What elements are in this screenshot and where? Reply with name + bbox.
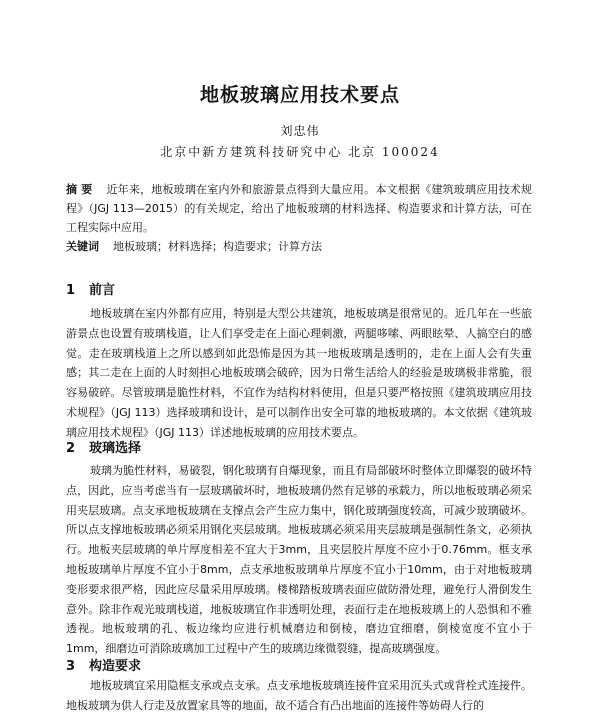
- section-title: 构造要求: [89, 659, 142, 674]
- keywords-text: 地板玻璃；材料选择；构造要求；计算方法: [113, 240, 322, 253]
- section-title: 玻璃选择: [89, 441, 142, 456]
- abstract: [66, 180, 532, 237]
- section-heading-2: [66, 437, 141, 456]
- paper-title: 地板玻璃应用技术要点: [199, 84, 400, 106]
- author-name: 刘忠伟: [280, 124, 320, 138]
- section-heading-3: [66, 655, 141, 674]
- section-number: 1: [66, 283, 76, 298]
- keywords: [66, 237, 532, 256]
- section-number: 3: [66, 659, 76, 674]
- author-affiliation: 北京中新方建筑科技研究中心 北京 100024: [160, 145, 440, 159]
- section-paragraph-1: 地板玻璃在室内外都有应用，特别是大型公共建筑，地板玻璃是很常见的。近几年在一些旅游景点也设置有玻璃栈道，让人们享受走在上面心理刺激，两腿哆嗦、两眼眩晕、人搞空白的感觉。走在玻璃栈道上之所以感到如此恐怖是因为其一地板玻璃是透明的，走在上面人会有失重感；其二走在上面的人时刻担心地板玻璃会破碎，因为日常生活给人的经验是玻璃极非常脆，很容易破碎。尽管玻璃是脆性材料，不宜作为结构材料使用，但是只要严格按照《建筑玻璃应用技术规程》（JGJ 113）选择玻璃和设计，是可以制作出安全可靠的地板玻璃的。本文依据《建筑玻璃应用技术规程》（JGJ 113）详述地板玻璃的应用技术要点。: [66, 307, 532, 439]
- section-number: 2: [66, 441, 76, 456]
- section-title: 前言: [89, 283, 116, 298]
- keywords-label: 关键词: [66, 240, 99, 253]
- section-paragraph-2: 玻璃为脆性材料，易破裂，钢化玻璃有自爆现象，而且有局部破坏时整体立即爆裂的破坏特点，因此，应当考虑当有一层玻璃破坏时，地板玻璃仍然有足够的承载力，所以地板玻璃必须采用夹层玻璃。点支承地板玻璃在支撑点会产生应力集中，钢化玻璃强度较高，可减少玻璃破坏。所以点支撑地板玻璃必须采用钢化夹层玻璃。地板玻璃必须采用夹层玻璃是强制性条文，必须执行。地板夹层玻璃的单片厚度相差不宜大于3mm，且夹层胶片厚度不应小于0.76mm。框支承地板玻璃单片厚度不宜小于8mm，点支承地板玻璃单片厚度不宜小于10mm，由于对地板玻璃变形要求很严格，因此应尽量采用厚玻璃。楼梯踏板玻璃表面应做防滑处理，避免行人滑倒发生意外。除非作观光玻璃栈道，地板玻璃宜作非透明处理，表面行走在地板玻璃上的人恐惧和不雅透视。地板玻璃的孔、板边缘均应进行机械磨边和倒棱，磨边宜细磨，倒棱宽度不宜小于1mm，细磨边可消除玻璃加工过程中产生的玻璃边缘微裂缝，提高玻璃强度。: [66, 464, 532, 656]
- section-heading-1: [66, 279, 115, 298]
- abstract-text: 近年来，地板玻璃在室内外和旅游景点得到大量应用。本文根据《建筑玻璃应用技术规程》（JGJ 113—2015）的有关规定，给出了地板玻璃的材料选择、构造要求和计算方法，可在工程实际中应用。: [66, 183, 532, 234]
- section-paragraph-3: 地板玻璃宜采用隐框支承或点支承。点支承地板玻璃连接件宜采用沉头式或背栓式连接件。地板玻璃为供人行走及放置家具等的地面，故不适合有凸出地面的连接件等妨碍人行的: [66, 679, 532, 712]
- abstract-label: 摘 要: [66, 183, 93, 196]
